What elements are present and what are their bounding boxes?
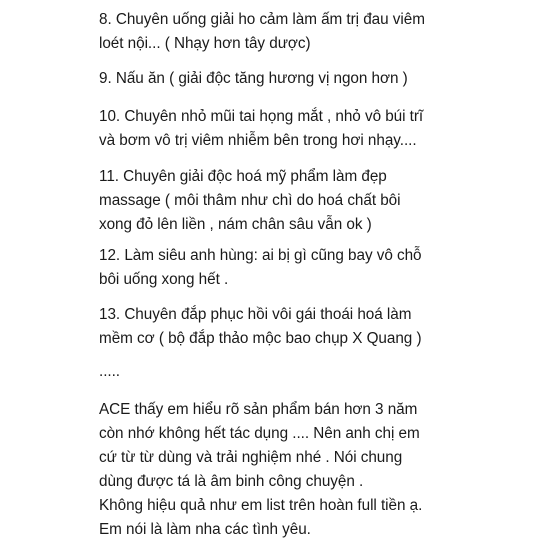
paragraph-item-13	[99, 303, 422, 351]
text-line: mềm cơ ( bộ đắp thảo mộc bao chụp X Quang )	[99, 330, 422, 347]
text-line: dùng được tá là âm binh công chuyện .	[99, 473, 364, 490]
paragraph-item-11	[99, 165, 401, 237]
paragraph-ellipsis	[99, 360, 120, 384]
text-line: 8. Chuyên uống giải ho cảm làm ấm trị đau viêm	[99, 11, 425, 28]
text-line: Không hiệu quả như em list trên hoàn full tiền ạ.	[99, 497, 423, 514]
paragraph-item-12	[99, 244, 422, 292]
text-line: .....	[99, 363, 120, 380]
paragraph-item-9	[99, 67, 408, 91]
text-line: 13. Chuyên đắp phục hồi vôi gái thoái hoá làm	[99, 306, 412, 323]
text-line: ACE thấy em hiểu rõ sản phẩm bán hơn 3 năm	[99, 401, 418, 418]
paragraph-item-8	[99, 8, 425, 56]
paragraph-refund-note	[99, 494, 422, 539]
text-line: 9. Nấu ăn ( giải độc tăng hương vị ngon hơn )	[99, 70, 408, 87]
text-line: cứ từ từ dùng và trải nghiệm nhé . Nói chung	[99, 449, 403, 466]
text-line: bôi uống xong hết .	[99, 271, 229, 288]
paragraph-item-10	[99, 105, 423, 153]
text-line: 10. Chuyên nhỏ mũi tai họng mắt , nhỏ vô búi trĩ	[99, 108, 424, 125]
text-line: và bơm vô trị viêm nhiễm bên trong hơi nhạy....	[99, 132, 417, 149]
text-line: xong đỏ lên liền , nám chân sâu vẫn ok )	[99, 216, 372, 233]
text-line: loét nội... ( Nhạy hơn tây dược)	[99, 35, 311, 52]
document-body	[99, 0, 444, 539]
text-line: Em nói là làm nha các tình yêu.	[99, 521, 311, 538]
text-line: còn nhớ không hết tác dụng .... Nên anh chị em	[99, 425, 420, 442]
paragraph-ace-note	[99, 398, 420, 494]
text-line: massage ( môi thâm như chì do hoá chất bôi	[99, 192, 401, 209]
text-line: 11. Chuyên giải độc hoá mỹ phẩm làm đẹp	[99, 168, 387, 185]
text-line: 12. Làm siêu anh hùng: ai bị gì cũng bay vô chỗ	[99, 247, 422, 264]
